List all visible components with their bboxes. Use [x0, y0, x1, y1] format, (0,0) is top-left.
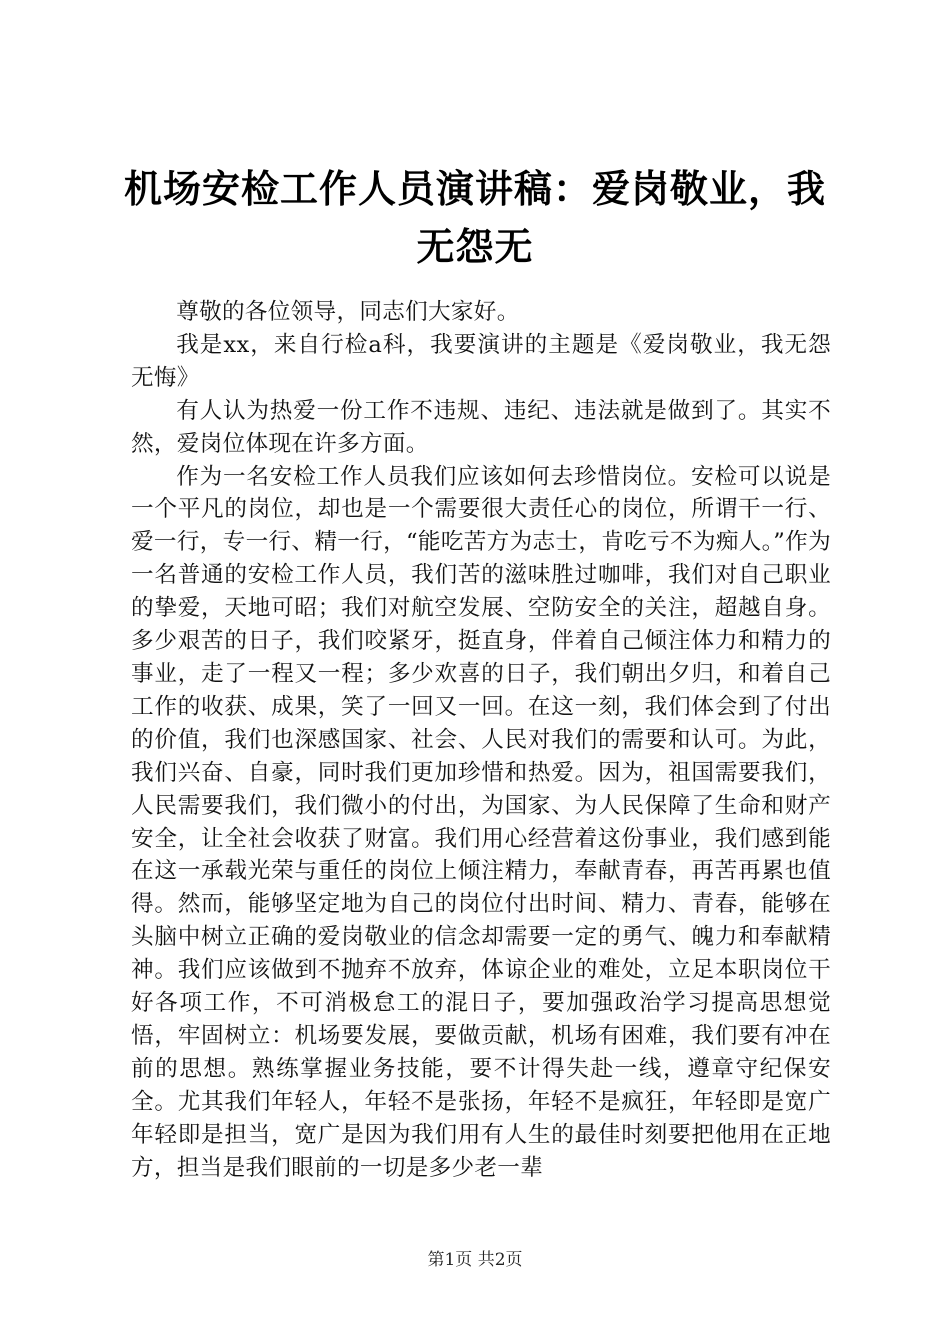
paragraph-greeting: 尊敬的各位领导，同志们大家好。 — [176, 299, 520, 325]
paragraph-intro: 我是xx，来自行检a科，我要演讲的主题是《爱岗敬业，我无怨无悔》 — [131, 331, 831, 391]
document-title: 机场安检工作人员演讲稿：爱岗敬业，我无怨无 — [123, 166, 826, 269]
document-body — [131, 296, 831, 1184]
page-number: 第1页 共2页 — [427, 1250, 523, 1270]
paragraph-main: 作为一名安检工作人员我们应该如何去珍惜岗位。安检可以说是一个平凡的岗位，却也是一个需要很大责任心的岗位，所谓干一行、爱一行，专一行、精一行，“能吃苦方为志士，肯吃亏不为痴人。”作为一名普通的安检工作人员，我们苦的滋味胜过咖啡，我们对自己职业的挚爱，天地可昭；我们对航空发展、空防安全的关注，超越自身。多少艰苦的日子，我们咬紧牙，挺直身，伴着自己倾注体力和精力的事业，走了一程又一程；多少欢喜的日子，我们朝出夕归，和着自己工作的收获、成果，笑了一回又一回。在这一刻，我们体会到了付出的价值，我们也深感国家、社会、人民对我们的需要和认可。为此，我们兴奋、自豪，同时我们更加珍惜和热爱。因为，祖国需要我们，人民需要我们，我们微小的付出，为国家、为人民保障了生命和财产安全，让全社会收获了财富。我们用心经营着这份事业，我们感到能在这一承载光荣与重任的岗位上倾注精力，奉献青春，再苦再累也值得。然而，能够坚定地为自己的岗位付出时间、精力、青春，能够在头脑中树立正确的爱岗敬业的信念却需要一定的勇气、魄力和奉献精神。我们应该做到不抛弃不放弃，体谅企业的难处，立足本职岗位干好各项工作，不可消极怠工的混日子，要加强政治学习提高思想觉悟，牢固树立：机场要发展，要做贡献，机场有困难，我们要有冲在前的思想。熟练掌握业务技能，要不计得失赴一线，遵章守纪保安全。尤其我们年轻人，年轻不是张扬，年轻不是疯狂，年轻即是宽广年轻即是担当，宽广是因为我们用有人生的最佳时刻要把他用在正地方，担当是我们眼前的一切是多少老一辈 — [131, 463, 831, 1181]
paragraph-opinion: 有人认为热爱一份工作不违规、违纪、违法就是做到了。其实不然，爱岗位体现在许多方面。 — [131, 397, 831, 457]
